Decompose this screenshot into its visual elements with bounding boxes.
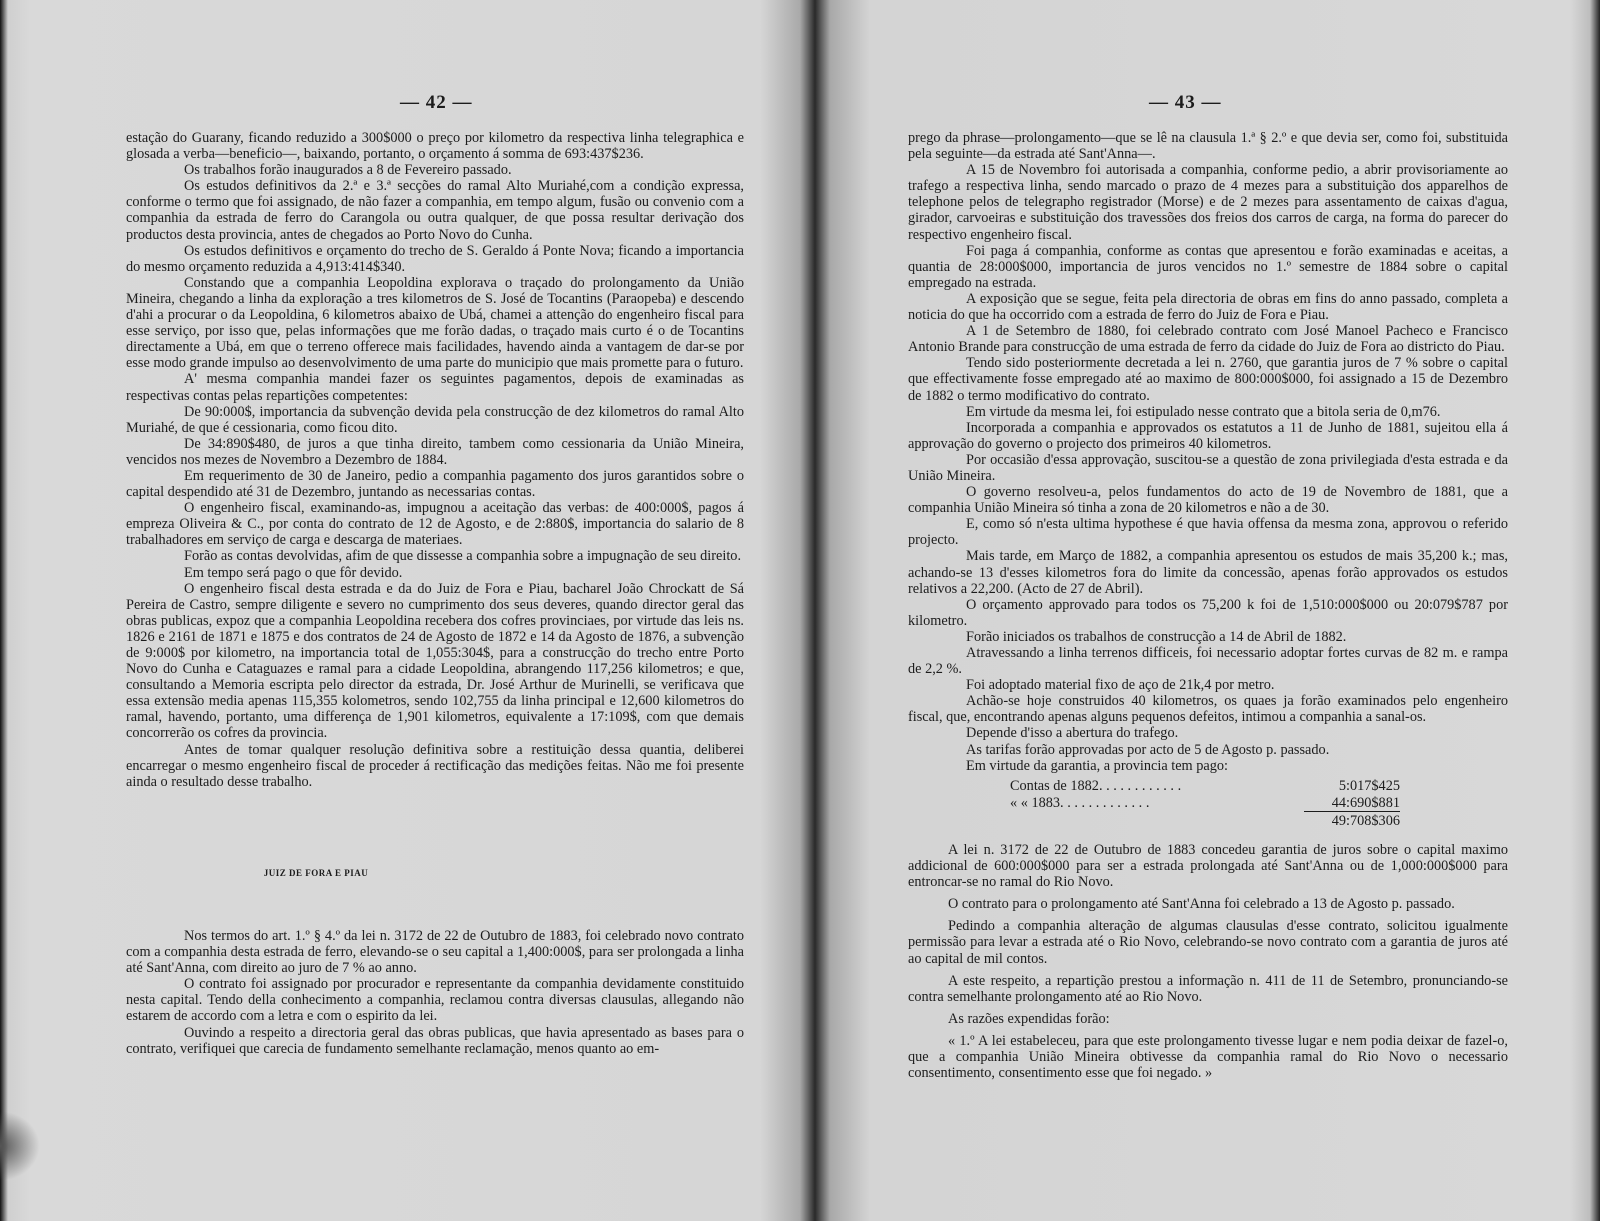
paragraph: A' mesma companhia mandei fazer os seguintes pagamentos, depois de examinadas as respectivas contas pelas repartições competentes: — [126, 371, 744, 404]
paragraph: A lei n. 3172 de 22 de Outubro de 1883 concedeu garantia de juros sobre o capital maximo addicional de 600:000$000 para ser a estrada prolongada até Sant'Anna ou de 1,000:000$000 para entroncar-se no ramal do Rio Novo. — [908, 842, 1508, 891]
paragraph: estação do Guarany, ficando reduzido a 300$000 o preço por kilometro da respectiva linha telegraphica e glosada a verba—beneficio—, baixando, portanto, o orçamento á somma de 693:437$236. — [126, 130, 744, 163]
paragraph: Os estudos definitivos da 2.ª e 3.ª secções do ramal Alto Muriahé,com a condição expressa, conforme o termo que foi assignado, de não fazer a companhia, em tempo algum, fusão ou convenio com a companhia da estrada de ferro do Carangola ou outra qualquer, de que possa resultar derivação dos productos desta provincia, antes de chegados ao Porto Novo do Cunha. — [126, 178, 744, 243]
paragraph: O engenheiro fiscal desta estrada e da do Juiz de Fora e Piau, bacharel João Chrockatt de Sá Pereira de Castro, sempre diligente e severo no cumprimento dos seus deveres, quando director geral das obras publicas, expoz que a companhia Leopoldina recebera dos cofres provinciaes, por virtude das leis ns. 1826 e 2161 de 1871 e 1875 e dos contratos de 24 de Agosto de 1872 e 14 da Agosto de 1876, a subvenção de 9:000$ por kilometro, na importancia total de 1,055:304$, para a construcção do trecho entre Porto Novo do Cunha e Cataguazes e ramal para a cidade Leopoldina, abrangendo 117,256 kilometros; e que, consultando a Memoria escripta pelo director da estrada, Dr. José Arthur de Murinelli, se verificava que essa extensão media apenas 115,355 kolometros, sendo 102,755 da linha principal e 12,600 kilometros do ramal, havendo, portanto, uma differença de 1,901 kilometros, equivalente a 17:109$, com que demais concorrerão os cofres da provincia. — [126, 580, 744, 742]
paragraph: Forão as contas devolvidas, afim de que dissesse a companhia sobre a impugnação de seu direito. — [184, 548, 742, 565]
paragraph: Os estudos definitivos e orçamento do trecho de S. Geraldo á Ponte Nova; ficando a importancia do mesmo orçamento reduzida a 4,913:414$340. — [126, 242, 744, 275]
account-value: 44:690$881 — [1331, 794, 1400, 811]
paragraph: « 1.º A lei estabeleceu, para que este prolongamento tivesse lugar e nem podia deixar de fazel-o, que a companhia União Mineira obtivesse da companhia ramal do Rio Novo o necessario consentimento, consentimento esse que foi negado. » — [908, 1032, 1508, 1082]
paragraph: O contrato para o prolongamento até Sant'Anna foi celebrado a 13 de Agosto p. passado. — [948, 896, 1455, 913]
paragraph: O engenheiro fiscal, examinando-as, impugnou a aceitação das verbas: de 400:000$, pagos á empreza Oliveira & C., por conta do contrato de 12 de Agosto, e de 2:880$, importancia do salario de 8 trabalhadores em serviço de carga e descarga de materiaes. — [126, 500, 744, 549]
account-row — [1010, 795, 1400, 812]
right-body-text — [908, 130, 1508, 774]
paragraph: Em tempo será pago o que fôr devido. — [184, 564, 403, 581]
paragraph: De 90:000$, importancia da subvenção devida pela construcção de dez kilometros do ramal Alto Muriahé, de que é cessionaria, como ficou dito. — [126, 403, 744, 436]
paragraph: Os trabalhos forão inaugurados a 8 de Fevereiro passado. — [184, 162, 512, 179]
paragraph: prego da phrase—prolongamento—que se lê na clausula 1.ª § 2.º e que devia ser, como foi, substituida pela seguinte—da estrada até Sant'Anna—. — [908, 130, 1508, 163]
paragraph: Constando que a companhia Leopoldina explorava o traçado do prolongamento da União Mineira, chegando a linha da exploração a tres kilometros de S. José de Tocantins (Paraopeba) e descendo d'ahi a procurar o da Leopoldina, 6 kilometros abaixo de Ubá, chamei a attenção do engenheiro fiscal para esse serviço, por isso que, pelas informações que me forão dadas, o traçado mais curto é o de Tocantins directamente a Ubá, em que o terreno offerece mais facilidades, havendo ainda a vantagem de dar-se por esse modo grande impulso ao desenvolvimento de uma parte do municipio que mais promette para o futuro. — [126, 274, 744, 372]
account-value: 5:017$425 — [1338, 778, 1400, 794]
paragraph: Depende d'isso a abertura do trafego. — [966, 725, 1179, 742]
paragraph: O orçamento approvado para todos os 75,200 k foi de 1,510:000$000 ou 20:079$787 por kilometro. — [908, 596, 1508, 629]
paragraph: Em virtude da garantia, a provincia tem pago: — [966, 757, 1229, 774]
paragraph: Mais tarde, em Março de 1882, a companhia apresentou os estudos de mais 35,200 k.; mas, achando-se 13 d'esses kilometros fora do limite da concessão, apenas forão approvados os estudos relativos a 22,200. (Acto de 27 de Abril). — [908, 548, 1508, 597]
paragraph: Em requerimento de 30 de Janeiro, pedio a companhia pagamento dos juros garantidos sobre o capital despendido até 31 de Dezembro, juntando as necessarias contas. — [126, 467, 744, 501]
paragraph: Achão-se hoje construidos 40 kilometros, os quaes ja forão examinados pelo engenheiro fiscal, que, encontrando apenas alguns pequenos defeitos, intimou a companhia a sanal-os. — [908, 693, 1508, 726]
left-body-text — [126, 130, 744, 790]
paragraph: Antes de tomar qualquer resolução definitiva sobre a restituição dessa quantia, deliberei encarregar o mesmo engenheiro fiscal de proceder á rectificação das medições feitas. Não me foi presente ainda o resultado desse trabalho. — [126, 741, 744, 790]
paragraph: A este respeito, a repartição prestou a informação n. 411 de 11 de Setembro, pronunciando-se contra semelhante prolongamento até ao Rio Novo. — [908, 972, 1508, 1005]
paragraph: Foi paga á companhia, conforme as contas que apresentou e forão examinadas e aceitas, a quantia de 28:000$000, importancia de juros vencidos no 1.º semestre de 1884 sobre o capital empregado na estrada. — [908, 242, 1508, 291]
account-label: « « 1883. . . . . . . . . . . . . — [1010, 794, 1150, 811]
section-heading: JUIZ DE FORA E PIAU — [263, 868, 369, 878]
paragraph: A 15 de Novembro foi autorisada a companhia, conforme pedio, a abrir provisoriamente ao trafego a respectiva linha, sendo marcado o prazo de 4 mezes para a substituição dos apparelhos de telephone pelos de telegrapho registrador (Morse) e de 2 mezes para assentamento de caixas d'agua, girador, carvoeiras e substituição dos travessões dos freios dos carros de carga, na forma do parecer do respectivo engenheiro fiscal. — [908, 162, 1508, 243]
paragraph: Incorporada a companhia e approvados os estatutos a 11 de Junho de 1881, sujeitou ella á approvação do governo o projecto dos primeiros 40 kilometros. — [908, 419, 1508, 452]
paragraph: Ouvindo a respeito a directoria geral das obras publicas, que havia apresentado as bases para o contrato, verifiquei que carecia de fundamento semelhante reclamação, menos quanto ao em- — [126, 1024, 744, 1057]
page-number: — 43 — — [1149, 92, 1222, 113]
account-label: Contas de 1882. . . . . . . . . . . . — [1010, 778, 1182, 794]
paragraph: E, como só n'esta ultima hypothese é que havia offensa da mesma zona, approvou o referido projecto. — [908, 516, 1508, 549]
page-edge-shadow — [0, 1111, 40, 1181]
paragraph: A exposição que se segue, feita pela directoria de obras em fins do anno passado, completa a noticia do que ha occorrido com a estrada de ferro do Juiz de Fora e Piau. — [908, 290, 1508, 324]
paragraph: Forão iniciados os trabalhos de construcção a 14 de Abril de 1882. — [966, 628, 1347, 645]
accounts-table — [1010, 778, 1400, 830]
paragraph: Atravessando a linha terrenos difficeis, foi necessario adoptar fortes curvas de 82 m. e rampa de 2,2 %. — [908, 645, 1508, 678]
account-row — [1010, 778, 1400, 795]
right-closing-text — [908, 842, 1508, 1087]
paragraph: As tarifas forão approvadas por acto de 5 de Agosto p. passado. — [966, 741, 1330, 758]
paragraph: Foi adoptado material fixo de aço de 21k,4 por metro. — [966, 677, 1275, 694]
paragraph: As razões expendidas forão: — [948, 1010, 1110, 1027]
paragraph: Em virtude da mesma lei, foi estipulado nesse contrato que a bitola seria de 0,m76. — [966, 403, 1441, 420]
paragraph: Nos termos do art. 1.º § 4.º da lei n. 3172 de 22 de Outubro de 1883, foi celebrado novo contrato com a companhia desta estrada de ferro, elevando-se o seu capital a 1,400:000$, para ser prolongada a linha até Sant'Anna, com direito ao juro de 7 % ao anno. — [126, 928, 744, 977]
paragraph: O contrato foi assignado por procurador e representante da companhia devidamente constituido nesta capital. Tendo della conhecimento a companhia, reclamou contra diversas clausulas, allegando não estarem de accordo com a letra e com o espirito da lei. — [126, 976, 744, 1025]
paragraph: A 1 de Setembro de 1880, foi celebrado contrato com José Manoel Pacheco e Francisco Antonio Brande para construcção de uma estrada de ferro da cidade do Juiz de Fora ao districto do Piau. — [908, 323, 1508, 356]
paragraph: Tendo sido posteriormente decretada a lei n. 2760, que garantia juros de 7 % sobre o capital que effectivamente fosse empregado até ao maximo de 800:000$000, foi assignado a 15 de Dezembro de 1882 o termo modificativo do contrato. — [908, 355, 1508, 404]
page-number: — 42 — — [400, 92, 473, 113]
paragraph: Por occasião d'essa approvação, suscitou-se a questão de zona privilegiada d'esta estrada e da União Mineira. — [908, 451, 1508, 484]
paragraph: Pedindo a companhia alteração de algumas clausulas d'esse contrato, solicitou igualmente permissão para levar a estrada até o Rio Novo, celebrando-se novo contrato com a garantia de juros até ao capital de mil contos. — [908, 918, 1508, 967]
paragraph: De 34:890$480, de juros a que tinha direito, tambem como cessionaria da União Mineira, vencidos nos mezes de Novembro a Dezembro de 1884. — [126, 435, 744, 468]
section-body-text — [126, 928, 744, 1057]
paragraph: O governo resolveu-a, pelos fundamentos do acto de 19 de Novembro de 1881, que a companhia União Mineira só tinha a zona de 20 kilometros e não a de 30. — [908, 484, 1508, 517]
account-total: 49:708$306 — [1304, 811, 1400, 830]
